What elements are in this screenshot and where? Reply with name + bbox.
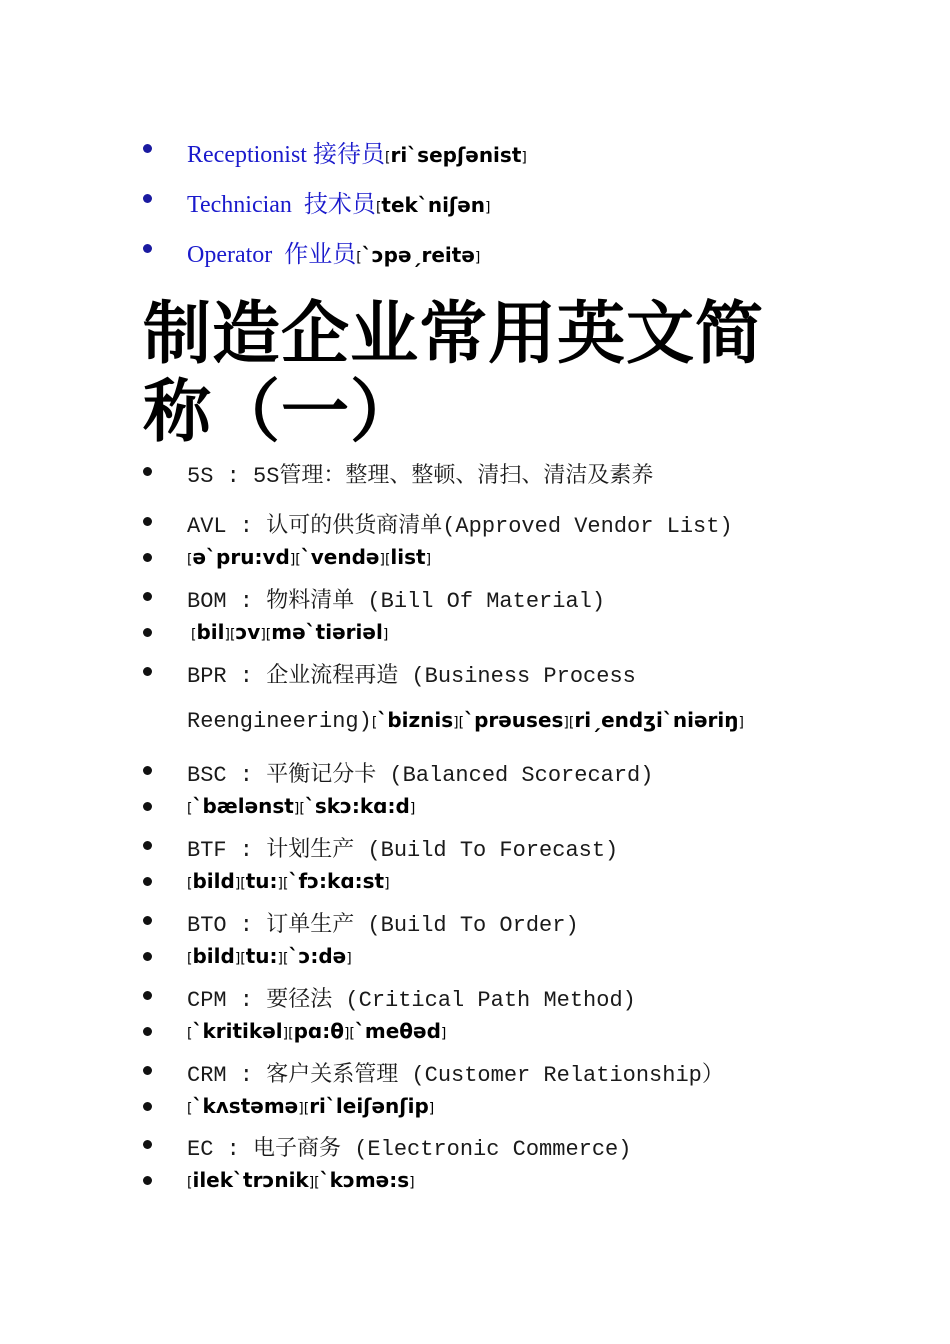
- bullet-icon: [143, 1027, 152, 1036]
- bullet-icon: [143, 952, 152, 961]
- role-english: Operator: [187, 242, 273, 268]
- bullet-icon: [143, 802, 152, 811]
- role-english: Technician: [187, 192, 292, 218]
- bullet-icon: [143, 144, 152, 153]
- term-pronunciation: [ə`pru:vd][`vendə][list]: [187, 545, 432, 569]
- bullet-icon: [143, 592, 152, 601]
- section-heading: 制造企业常用英文简称（一）: [143, 295, 765, 452]
- term-definition: BSC : 平衡记分卡 (Balanced Scorecard): [187, 763, 654, 788]
- term-definition: CPM : 要径法 (Critical Path Method): [187, 988, 636, 1013]
- role-ipa: ri`sepʃənist: [390, 143, 522, 167]
- bullet-icon: [143, 916, 152, 925]
- term-definition: BTO : 订单生产 (Build To Order): [187, 913, 579, 938]
- role-item: Technician 技术员[tek`niʃən]: [187, 192, 491, 218]
- role-chinese: 接待员: [312, 142, 385, 168]
- role-ipa: tek`niʃən: [381, 193, 486, 217]
- term-definition: EC : 电子商务 (Electronic Commerce): [187, 1137, 632, 1162]
- term-definition-continued: Reengineering)[`biznis][`prəuses][riˏendʒi`niəriŋ]: [187, 708, 744, 734]
- bullet-icon: [143, 244, 152, 253]
- bullet-icon: [143, 1102, 152, 1111]
- role-chinese: 作业员: [284, 242, 357, 268]
- role-ipa: `ɔpəˏreitə: [361, 243, 475, 267]
- bullet-icon: [143, 194, 152, 203]
- role-chinese: 技术员: [303, 192, 376, 218]
- term-pronunciation: [`bælənst][`skɔ:kɑ:d]: [187, 794, 416, 818]
- term-definition: BTF : 计划生产 (Build To Forecast): [187, 838, 619, 863]
- role-item: Operator 作业员[`ɔpəˏreitə]: [187, 242, 481, 268]
- bullet-icon: [143, 766, 152, 775]
- bullet-icon: [143, 517, 152, 526]
- term-pronunciation: [bild][tu:][`fɔ:kɑ:st]: [187, 869, 390, 893]
- term-pronunciation: [bil][ɔv][mə`tiəriəl]: [191, 620, 389, 644]
- term-definition: BPR : 企业流程再造 (Business Process: [187, 664, 636, 689]
- role-english: Receptionist: [187, 142, 307, 168]
- bullet-icon: [143, 1066, 152, 1075]
- bullet-icon: [143, 1140, 152, 1149]
- term-definition: BOM : 物料清单 (Bill Of Material): [187, 589, 606, 614]
- bullet-icon: [143, 991, 152, 1000]
- term-pronunciation: [bild][tu:][`ɔ:də]: [187, 944, 352, 968]
- term-definition: CRM : 客户关系管理 (Customer Relationship）: [187, 1063, 724, 1088]
- bullet-icon: [143, 628, 152, 637]
- term-definition: AVL : 认可的供货商清单(Approved Vendor List): [187, 514, 733, 539]
- bullet-icon: [143, 467, 152, 476]
- bullet-icon: [143, 877, 152, 886]
- bullet-icon: [143, 553, 152, 562]
- term-pronunciation: [`kritikəl][pɑ:θ][`meθəd]: [187, 1019, 447, 1043]
- bullet-icon: [143, 841, 152, 850]
- role-item: Receptionist 接待员[ri`sepʃənist]: [187, 142, 527, 168]
- bullet-icon: [143, 667, 152, 676]
- term-pronunciation: [ilek`trɔnik][`kɔmə:s]: [187, 1168, 415, 1192]
- term-pronunciation: [`kʌstəmə][ri`leiʃənʃip]: [187, 1094, 435, 1118]
- term-definition: 5S : 5S管理：整理、整顿、清扫、清洁及素养: [187, 464, 654, 489]
- bullet-icon: [143, 1176, 152, 1185]
